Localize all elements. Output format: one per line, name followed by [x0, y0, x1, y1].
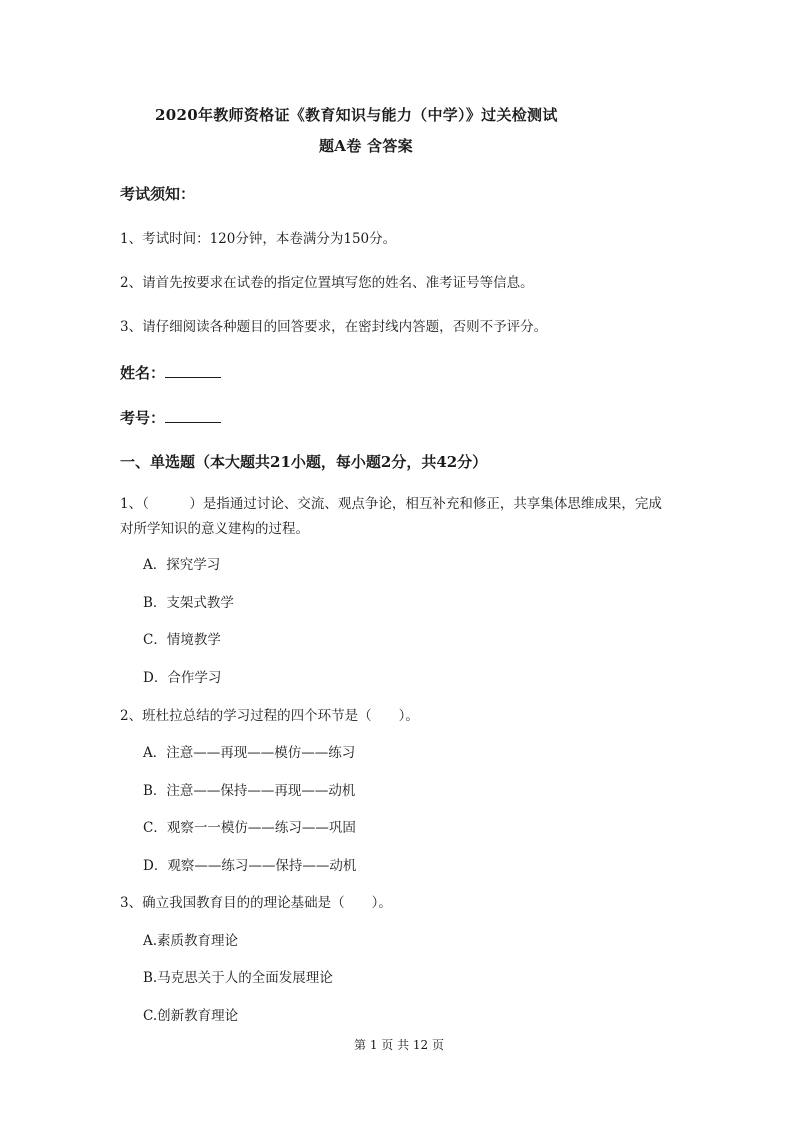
question-2-stem: 2、班杜拉总结的学习过程的四个环节是（ ）。	[120, 708, 419, 724]
name-label: 姓名：	[120, 364, 166, 382]
id-blank[interactable]	[165, 408, 221, 423]
question-2-option-d: D．观察——练习——保持——动机	[143, 858, 357, 874]
question-1-option-d: D．合作学习	[143, 670, 222, 686]
question-1-option-b: B．支架式教学	[143, 595, 234, 611]
question-1-option-a: A．探究学习	[143, 557, 221, 573]
id-label: 考号：	[120, 409, 166, 427]
question-2-option-a: A．注意——再现——模仿——练习	[143, 745, 356, 761]
question-3-stem: 3、确立我国教育目的的理论基础是（ ）。	[120, 895, 392, 911]
question-2-option-c: C．观察一一模仿——练习——巩固	[143, 820, 356, 836]
section-heading: 一、单选题（本大题共21小题，每小题2分，共42分）	[120, 453, 488, 471]
name-blank[interactable]	[165, 363, 221, 378]
question-1-option-c: C．情境教学	[143, 632, 221, 648]
title-line-1: 2020年教师资格证《教育知识与能力（中学）》过关检测试	[155, 106, 558, 124]
question-1-stem-line-1: 1、（ ）是指通过讨论、交流、观点争论，相互补充和修正，共享集体思维成果，完成	[120, 496, 662, 512]
question-3-option-b: B.马克思关于人的全面发展理论	[143, 970, 333, 986]
question-1-stem-line-2: 对所学知识的意义建构的过程。	[120, 521, 309, 537]
question-3-option-a: A.素质教育理论	[143, 933, 239, 949]
id-field	[120, 407, 221, 428]
name-field	[120, 362, 221, 383]
notice-item-3: 3、请仔细阅读各种题目的回答要求，在密封线内答题，否则不予评分。	[120, 319, 548, 335]
notice-item-2: 2、请首先按要求在试卷的指定位置填写您的姓名、准考证号等信息。	[120, 275, 534, 291]
notice-item-1: 1、考试时间：120分钟，本卷满分为150分。	[120, 231, 397, 247]
question-3-option-c: C.创新教育理论	[143, 1008, 239, 1024]
page-footer: 第 1 页 共 12 页	[354, 1038, 444, 1052]
question-2-option-b: B．注意——保持——再现——动机	[143, 783, 356, 799]
title-line-2: 题A卷 含答案	[319, 137, 413, 155]
notice-heading: 考试须知：	[120, 185, 196, 203]
